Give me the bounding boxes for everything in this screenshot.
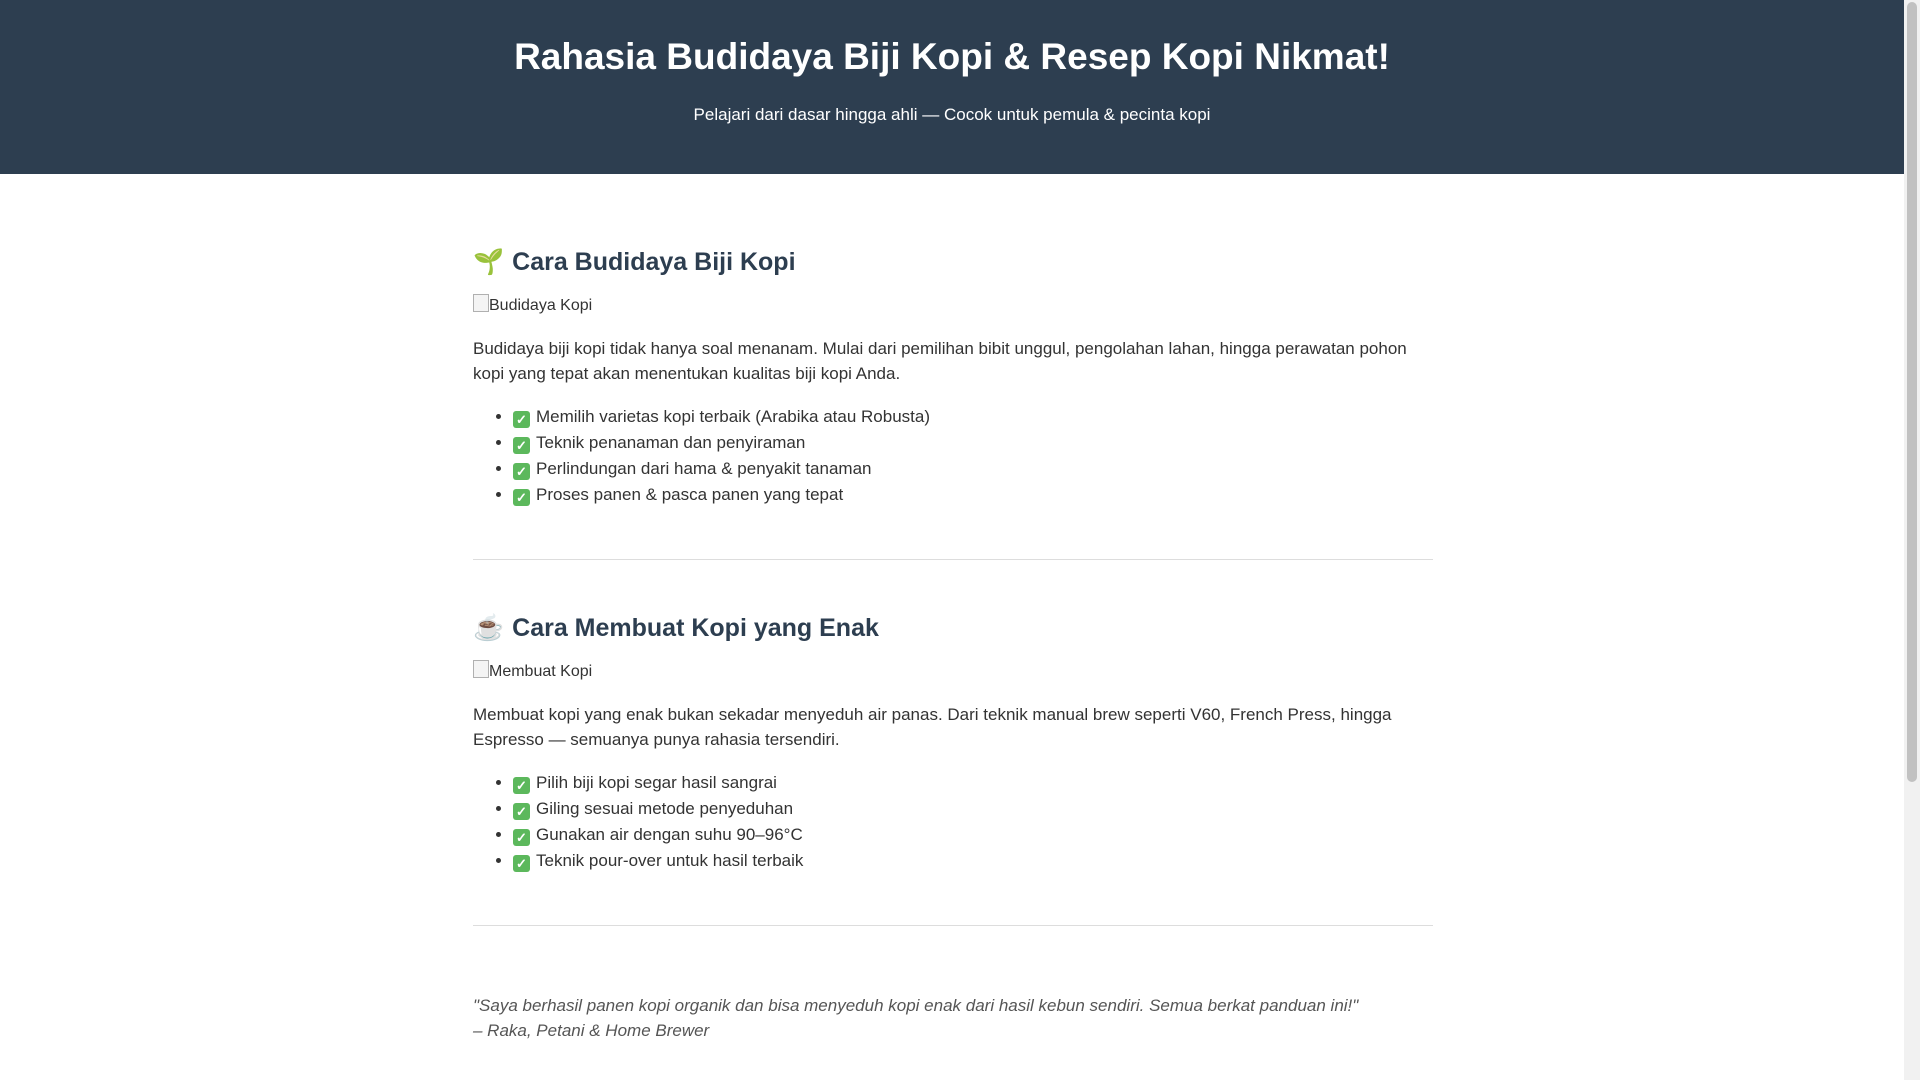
list-item (513, 482, 930, 508)
list-item-text: Teknik pour-over untuk hasil terbaik (536, 851, 804, 870)
scrollbar-thumb[interactable] (1907, 2, 1917, 782)
list-item (513, 796, 803, 822)
section-title (473, 612, 879, 644)
testimonial-quote: "Saya berhasil panen kopi organik dan bisa menyeduh kopi enak dari hasil kebun sendiri. Semua berkat panduan ini!" (473, 996, 1359, 1015)
section-paragraph: Membuat kopi yang enak bukan sekadar menyeduh air panas. Dari teknik manual brew seperti V60, French Press, hingga Espresso — semuanya punya rahasia tersendiri. (473, 705, 1392, 749)
section-title-text: Cara Membuat Kopi yang Enak (512, 614, 879, 642)
list-item-text: Pilih biji kopi segar hasil sangrai (536, 773, 777, 792)
vertical-scrollbar[interactable] (1904, 0, 1920, 1080)
list-item-text: Memilih varietas kopi terbaik (Arabika atau Robusta) (536, 407, 931, 426)
testimonial (473, 993, 1433, 1043)
list-item-text: Proses panen & pasca panen yang tepat (536, 485, 844, 504)
list-item (513, 770, 803, 796)
list-item-text: Teknik penanaman dan penyiraman (536, 433, 806, 452)
section-title-text: Cara Budidaya Biji Kopi (512, 248, 796, 276)
testimonial-author: – Raka, Petani & Home Brewer (473, 1021, 710, 1040)
membuat-kopi-image (473, 660, 592, 683)
list-item-text: Gunakan air dengan suhu 90–96°C (536, 825, 803, 844)
list-item (513, 404, 930, 430)
page-title: Rahasia Budidaya Biji Kopi & Resep Kopi Nikmat! (514, 36, 1390, 77)
page-subtitle: Pelajari dari dasar hingga ahli — Cocok untuk pemula & pecinta kopi (693, 105, 1211, 124)
section-title (473, 246, 796, 278)
check-icon: ✓ (513, 463, 530, 480)
checklist (473, 770, 803, 874)
check-icon: ✓ (513, 777, 530, 794)
checklist (473, 404, 930, 508)
section-paragraph: Budidaya biji kopi tidak hanya soal menanam. Mulai dari pemilihan bibit unggul, pengolahan lahan, hingga perawatan pohon kopi yang tepat akan menentukan kualitas biji kopi Anda. (473, 339, 1407, 383)
section-divider (473, 559, 1433, 560)
coffee-cup-icon: ☕ (473, 614, 505, 642)
list-item-text: Giling sesuai metode penyeduhan (536, 799, 794, 818)
check-icon: ✓ (513, 803, 530, 820)
hero-banner (0, 0, 1904, 174)
section-divider (473, 925, 1433, 926)
broken-image-icon (473, 294, 489, 312)
check-icon: ✓ (513, 829, 530, 846)
list-item (513, 822, 803, 848)
list-item-text: Perlindungan dari hama & penyakit tanaman (536, 459, 872, 478)
list-item (513, 430, 930, 456)
budidaya-image (473, 294, 592, 317)
seedling-icon: 🌱 (473, 248, 505, 276)
image-alt-text: Budidaya Kopi (489, 297, 593, 314)
check-icon: ✓ (513, 437, 530, 454)
list-item (513, 848, 803, 874)
broken-image-icon (473, 660, 489, 678)
check-icon: ✓ (513, 411, 530, 428)
check-icon: ✓ (513, 855, 530, 872)
list-item (513, 456, 930, 482)
check-icon: ✓ (513, 489, 530, 506)
image-alt-text: Membuat Kopi (489, 663, 593, 680)
